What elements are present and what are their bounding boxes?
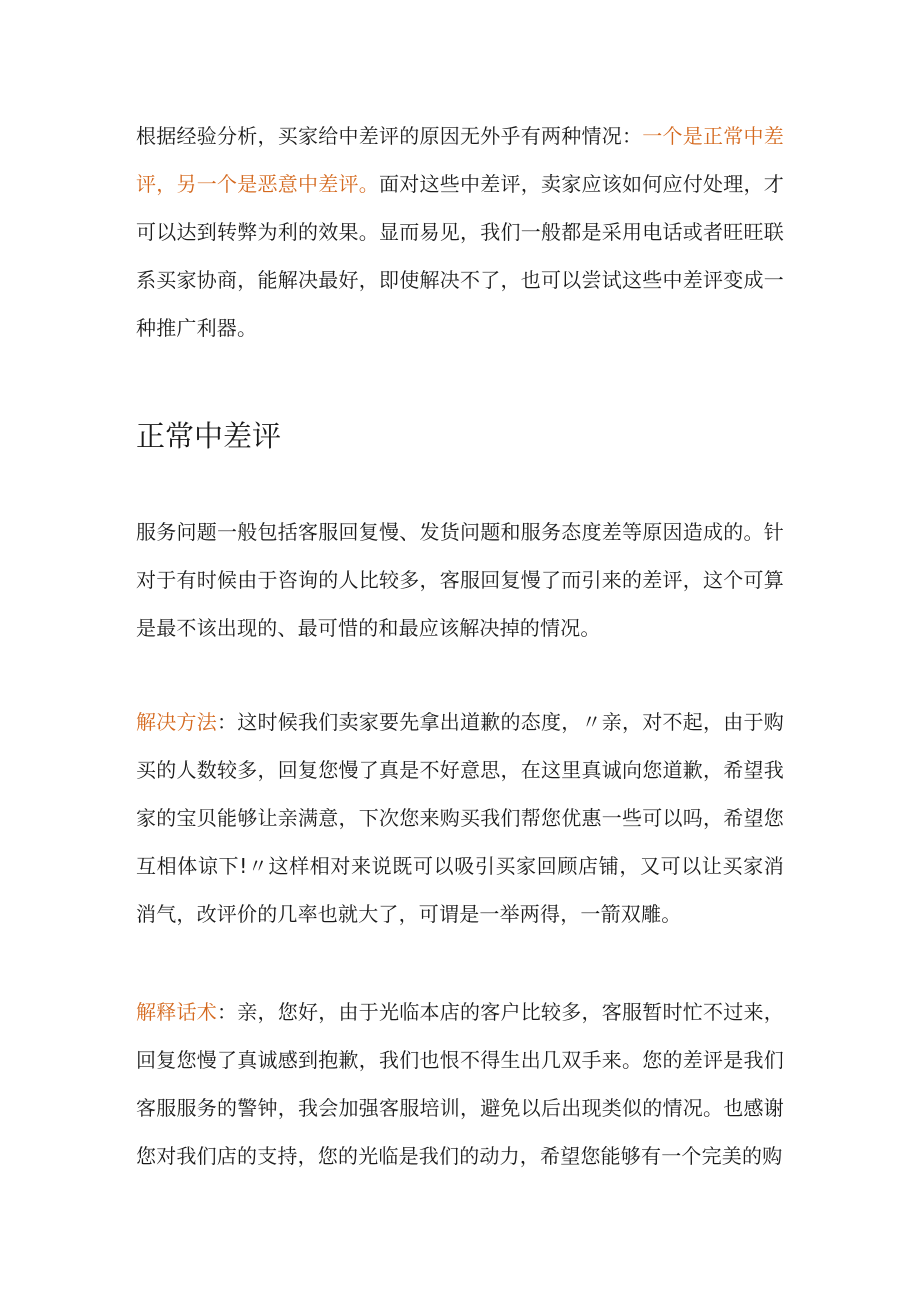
service-issue-paragraph: 服务问题一般包括客服回复慢、发货问题和服务态度差等原因造成的。针对于有时候由于咨询的人比较多，客服回复慢了而引来的差评，这个可算是最不该出现的、最可惜的和最应该解决掉的情况。	[136, 520, 784, 640]
explanation-label: 解释话术	[136, 1000, 218, 1024]
solution-paragraph	[136, 698, 784, 938]
explanation-paragraph	[136, 988, 784, 1180]
intro-highlight-text: 一个是正常中差评，另一个是恶意中差评。	[136, 124, 785, 196]
solution-label: 解决方法	[136, 710, 218, 734]
intro-paragraph	[136, 112, 784, 352]
intro-lead-text: 根据经验分析，买家给中差评的原因无外乎有两种情况：	[136, 124, 643, 148]
intro-rest-text: 面对这些中差评，卖家应该如何应付处理，才可以达到转弊为利的效果。显而易见，我们一般都是采用电话或者旺旺联系买家协商，能解决最好，即使解决不了，也可以尝试这些中差评变成一种推广利器。	[136, 172, 785, 340]
explanation-text: ：亲，您好，由于光临本店的客户比较多，客服暂时忙不过来，回复您慢了真诚感到抱歉，我们也恨不得生出几双手来。您的差评是我们客服服务的警钟，我会加强客服培训，避免以后出现类似的情况。也感谢您对我们店的支持，您的光临是我们的动力，希望您能够有一个完美的购	[136, 1000, 784, 1168]
section-heading: 正常中差评	[136, 419, 282, 453]
solution-text: ：这时候我们卖家要先拿出道歉的态度，〃亲，对不起，由于购买的人数较多，回复您慢了真是不好意思，在这里真诚向您道歉，希望我家的宝贝能够让亲满意，下次您来购买我们帮您优惠一些可以吗，希望您互相体谅下!〃这样相对来说既可以吸引买家回顾店铺，又可以让买家消消气，改评价的几率也就大了，可谓是一举两得，一箭双雕。	[136, 710, 784, 926]
